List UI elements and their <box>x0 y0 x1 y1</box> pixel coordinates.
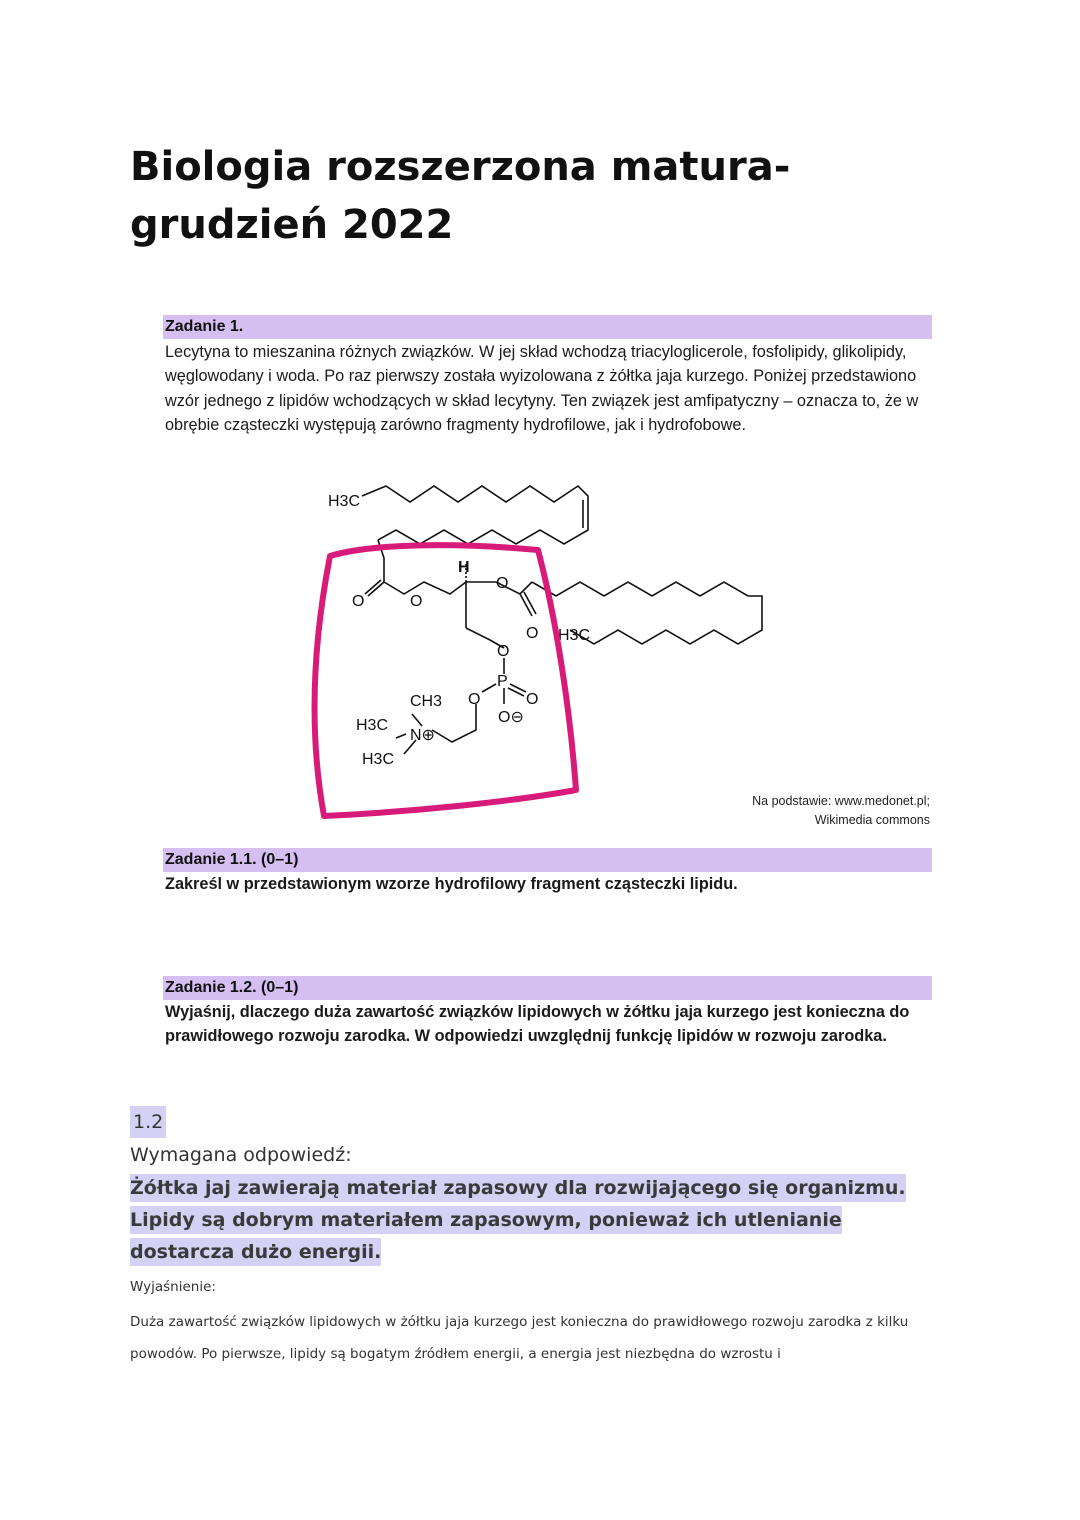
h3c-top-label: H3C <box>328 493 361 510</box>
phosphorus-label: P <box>497 673 508 690</box>
oxygen-phosphate-double: O <box>526 691 539 708</box>
oxygen-phosphate-bridge: O <box>497 643 510 660</box>
oxygen-ester-left: O <box>410 593 423 610</box>
answer-label: Wymagana odpowiedź: <box>130 1144 352 1166</box>
task1-2-question: Wyjaśnij, dlaczego duża zawartość związków lipidowych w żółtku jaja kurzego jest konieczna do prawidłowego rozwoju zarodka. W odpowiedzi uwzględnij funkcję lipidów w rozwoju zarodka. <box>165 1003 910 1046</box>
h3c-right-label: H3C <box>558 627 591 644</box>
task1-1-question: Zakreśl w przedstawionym wzorze hydrofilowy fragment cząsteczki lipidu. <box>165 875 738 893</box>
answer-main-text: Żółtka jaj zawierają materiał zapasowy dla rozwijającego się organizmu. Lipidy są dobrym materiałem zapasowym, ponieważ ich utlenianie dostarcza dużo energii. <box>130 1174 906 1266</box>
source-line-1: Na podstawie: www.medonet.pl; <box>752 794 930 808</box>
oxygen-ester-right: O <box>496 575 509 592</box>
explanation-label: Wyjaśnienie: <box>130 1279 216 1295</box>
oxygen-phosphate-ester: O <box>468 691 481 708</box>
answer-main <box>130 1172 950 1268</box>
hydrophilic-circle-annotation <box>315 545 576 816</box>
h3c-bottom-label: H3C <box>362 751 395 768</box>
source-line-2: Wikimedia commons <box>814 813 930 827</box>
explanation-text: Duża zawartość związków lipidowych w żółtku jaja kurzego jest konieczna do prawidłowego rozwoju zarodka z kilku powodów. Po pierwsze, lipidy są bogatym źródłem energii, a energia jest niezbędna do wzrostu i <box>130 1314 909 1362</box>
task1-1-header: Zadanie 1.1. (0–1) <box>165 851 299 868</box>
task1-2-header: Zadanie 1.2. (0–1) <box>165 979 299 996</box>
phospholipid-structure <box>300 478 780 828</box>
task1-intro: Lecytyna to mieszanina różnych związków. W jej skład wchodzą triacyloglicerole, fosfolipidy, glikolipidy, węglowodany i woda. Po raz pierwszy została wyizolowana z żółtka jaja kurzego. Poniżej przedstawiono wzór jednego z lipidów wchodzących w skład lecytyny. Ten związek jest amfipatyczny – oznacza to, że w obrębie cząsteczki występują zarówno fragmenty hydrofilowe, jak i hydrofobowe. <box>165 343 919 435</box>
oxygen-phosphate-anion: O⊖ <box>498 709 524 726</box>
ch3-label: CH3 <box>410 693 443 710</box>
answer-number: 1.2 <box>130 1106 166 1138</box>
nitrogen-cation-label: N⊕ <box>410 727 435 744</box>
h-stereo-label: H <box>458 559 470 576</box>
task1-header-bar <box>163 315 932 339</box>
source-citation <box>752 792 930 830</box>
task1-header: Zadanie 1. <box>165 318 244 335</box>
fatty-acid-chain-top <box>362 486 588 544</box>
oxygen-carbonyl-left: O <box>352 593 365 610</box>
oxygen-carbonyl-right: O <box>526 625 539 642</box>
h3c-n-label: H3C <box>356 717 389 734</box>
page-title: Biologia rozszerzona matura- grudzień 2022 <box>130 144 791 248</box>
